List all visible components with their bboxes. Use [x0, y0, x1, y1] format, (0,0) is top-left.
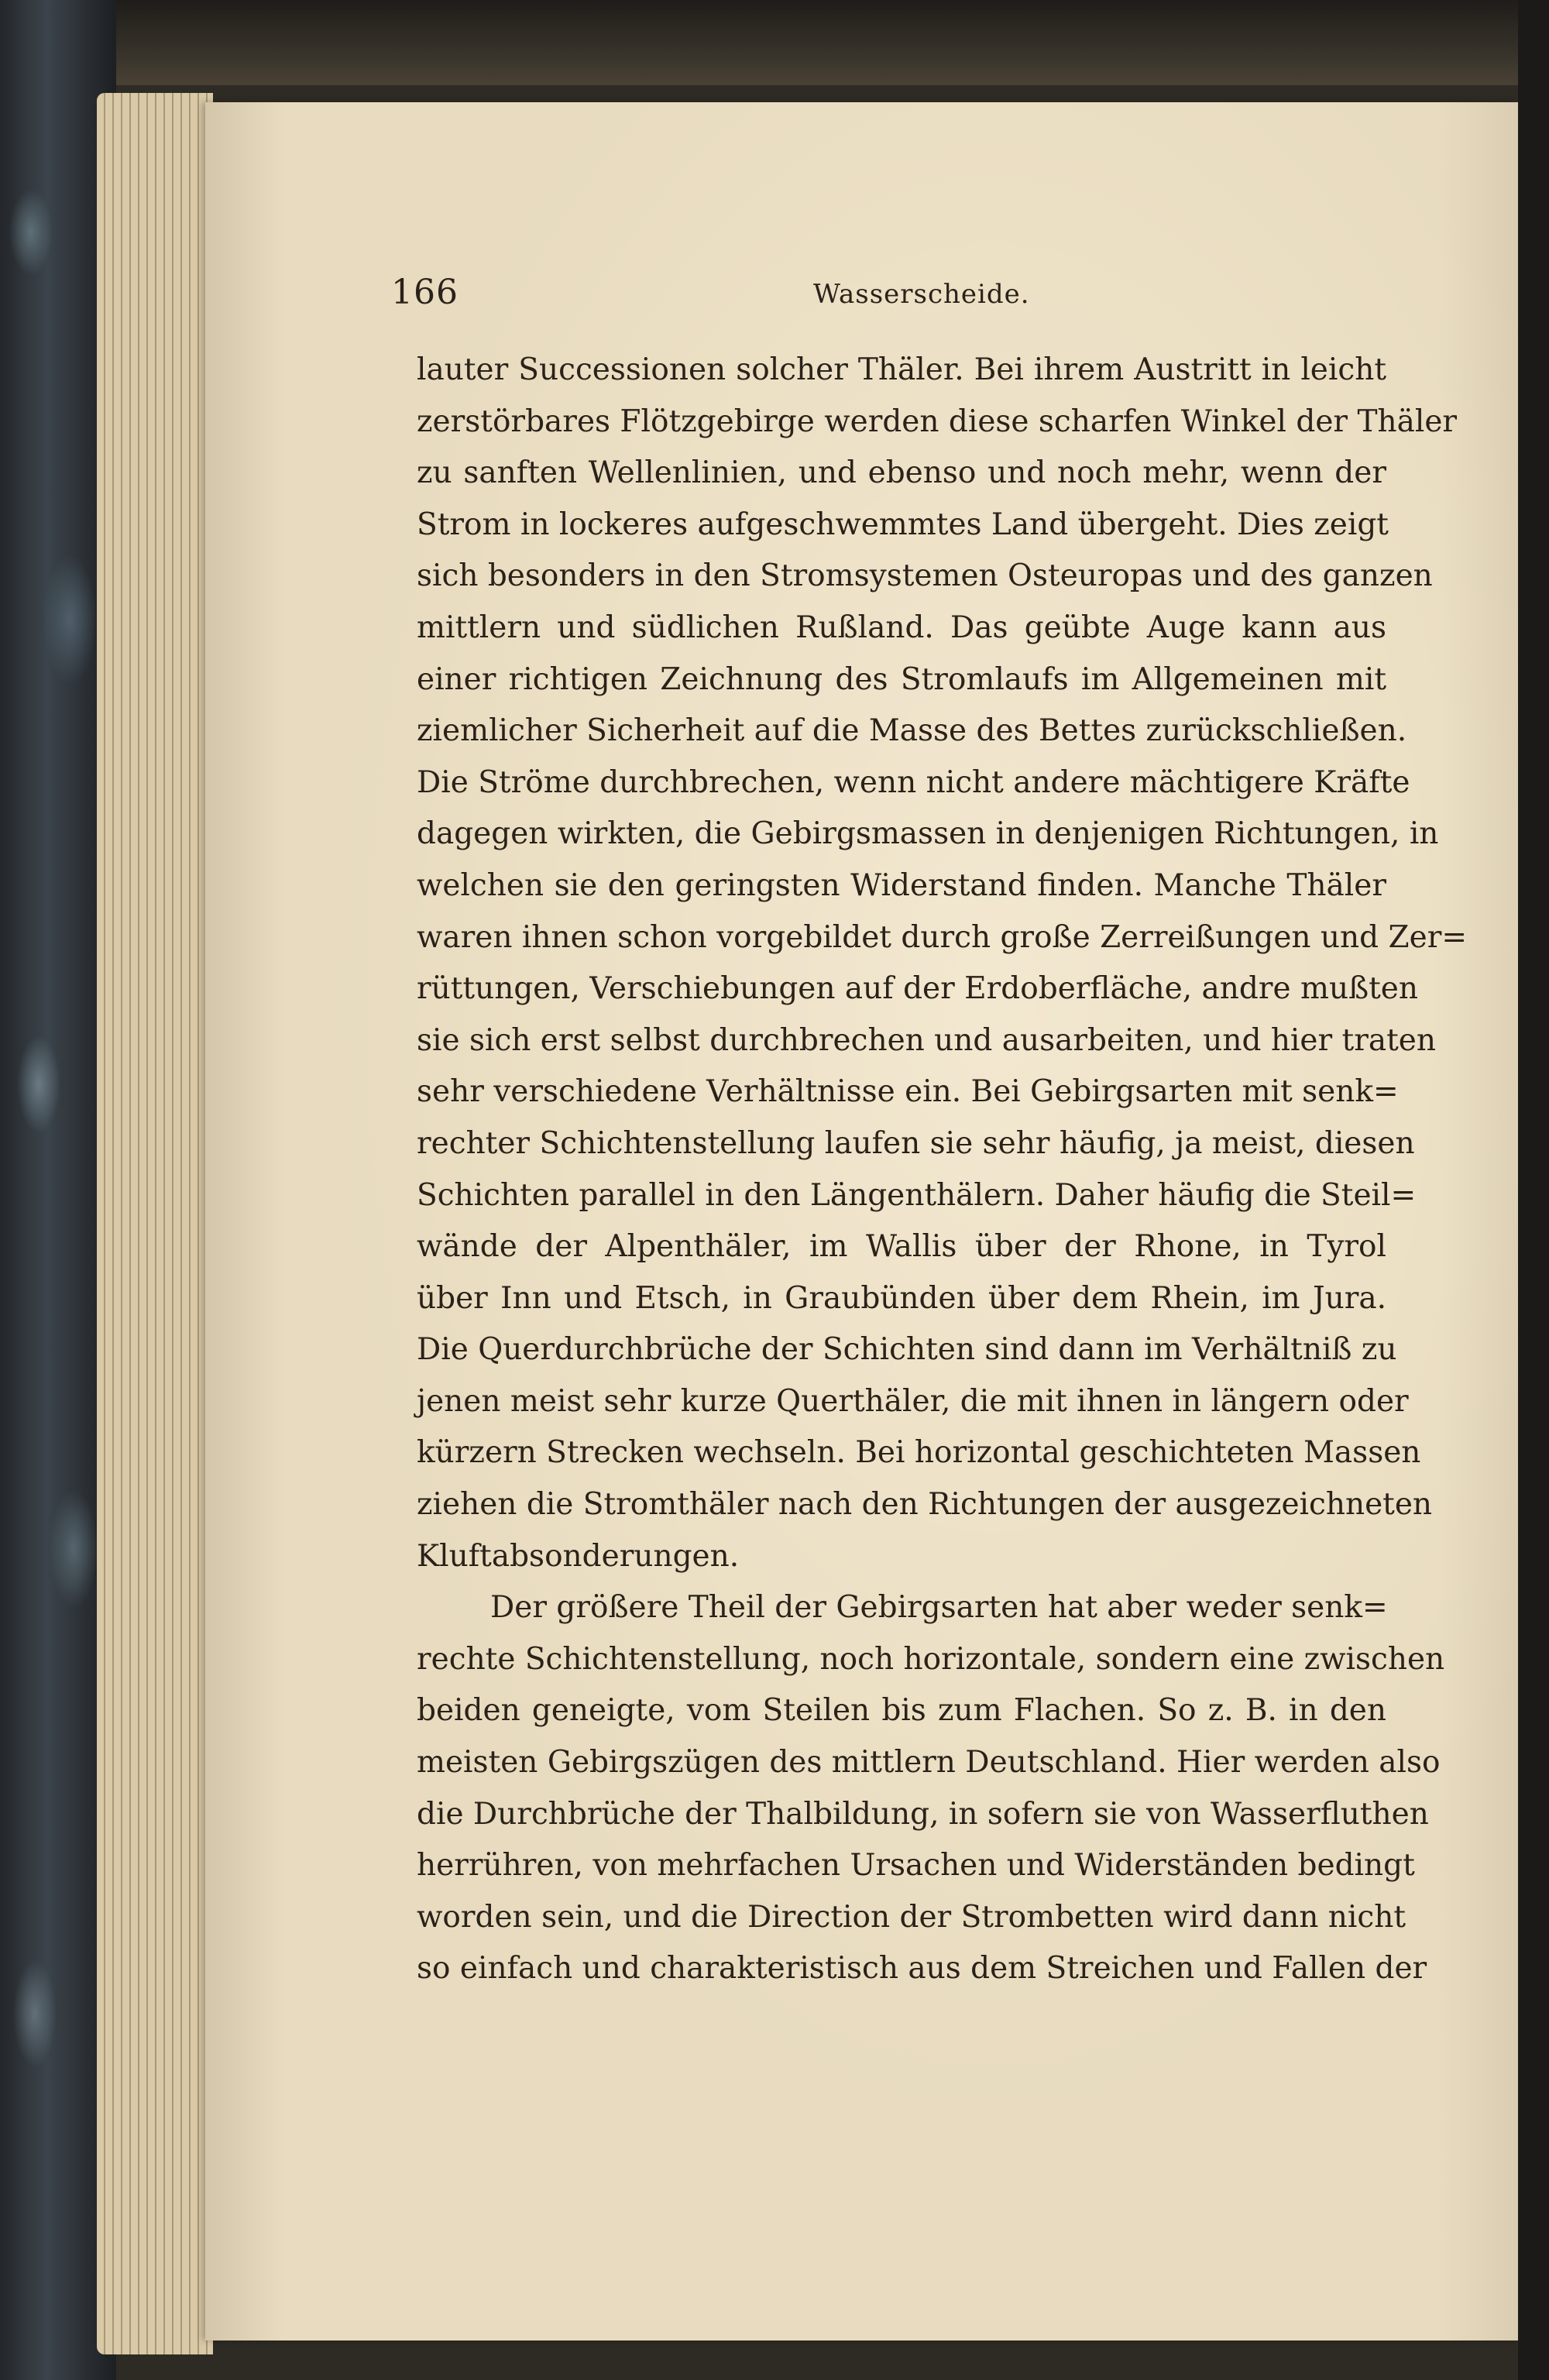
text-line: einer richtigen Zeichnung des Stromlaufs im Allgemeinen mit: [417, 661, 1386, 697]
scan-top-border: [0, 0, 1549, 85]
text-line: mittlern und südlichen Rußland. Das geübte Auge kann aus: [417, 610, 1386, 645]
page-number: 166: [391, 273, 459, 312]
text-line: herrühren, von mehrfachen Ursachen und Widerständen bedingt: [417, 1848, 1415, 1884]
text-line: rechte Schichtenstellung, noch horizontale, sondern eine zwischen: [417, 1641, 1445, 1677]
text-line: kürzern Strecken wechseln. Bei horizontal geschichteten Massen: [417, 1435, 1421, 1471]
text-line: welchen sie den geringsten Widerstand finden. Manche Thäler: [417, 867, 1386, 903]
text-line: über Inn und Etsch, in Graubünden über dem Rhein, im Jura.: [417, 1280, 1386, 1316]
text-line: rüttungen, Verschiebungen auf der Erdoberfläche, andre mußten: [417, 971, 1418, 1007]
text-line: rechter Schichtenstellung laufen sie sehr häufig, ja meist, diesen: [417, 1125, 1415, 1161]
text-line: Strom in lockeres aufgeschwemmtes Land übergeht. Dies zeigt: [417, 507, 1389, 542]
text-line: sehr verschiedene Verhältnisse ein. Bei Gebirgsarten mit senk=: [417, 1074, 1399, 1110]
text-line: jenen meist sehr kurze Querthäler, die mit ihnen in längern oder: [417, 1383, 1409, 1419]
text-line: Die Ströme durchbrechen, wenn nicht andere mächtigere Kräfte: [417, 764, 1410, 800]
text-line: ziehen die Stromthäler nach den Richtungen der ausgezeichneten: [417, 1487, 1433, 1523]
text-line: so einfach und charakteristisch aus dem Streichen und Fallen der: [417, 1951, 1427, 1987]
text-line: die Durchbrüche der Thalbildung, in sofern sie von Wasserfluthen: [417, 1796, 1429, 1832]
page-edges: [97, 93, 213, 2354]
text-line: ziemlicher Sicherheit auf die Masse des Bettes zurückschließen.: [417, 713, 1407, 749]
text-line: zu sanften Wellenlinien, und ebenso und noch mehr, wenn der: [417, 455, 1386, 491]
text-line: sie sich erst selbst durchbrechen und ausarbeiten, und hier traten: [417, 1022, 1436, 1058]
text-line: beiden geneigte, vom Steilen bis zum Flachen. So z. B. in den: [417, 1693, 1386, 1729]
body-text: [417, 345, 1468, 1995]
text-line: lauter Successionen solcher Thäler. Bei ihrem Austritt in leicht: [417, 352, 1386, 387]
text-line: Kluftabsonderungen.: [417, 1538, 740, 1574]
text-line: Der größere Theil der Gebirgsarten hat aber weder senk=: [490, 1590, 1388, 1626]
text-line: meisten Gebirgszügen des mittlern Deutschland. Hier werden also: [417, 1745, 1441, 1781]
text-line: worden sein, und die Direction der Strombetten wird dann nicht: [417, 1899, 1406, 1935]
paragraph-2: [417, 1582, 1445, 1995]
text-line: Die Querdurchbrüche der Schichten sind dann im Verhältniß zu: [417, 1332, 1397, 1368]
text-line: Schichten parallel in den Längenthälern. Daher häufig die Steil=: [417, 1177, 1417, 1213]
running-head: [391, 273, 1398, 327]
text-line: sich besonders in den Stromsystemen Osteuropas und des ganzen: [417, 558, 1433, 594]
text-line: waren ihnen schon vorgebildet durch große Zerreißungen und Zer=: [417, 919, 1468, 955]
scan-right-border: [1518, 0, 1549, 2380]
text-line: zerstörbares Flötzgebirge werden diese scharfen Winkel der Thäler: [417, 404, 1458, 439]
text-line: wände der Alpenthäler, im Wallis über der Rhone, in Tyrol: [417, 1229, 1386, 1265]
text-line: dagegen wirkten, die Gebirgsmassen in denjenigen Richtungen, in: [417, 816, 1439, 852]
running-title: Wasserscheide.: [813, 279, 1030, 310]
paragraph-1: [417, 345, 1468, 1582]
